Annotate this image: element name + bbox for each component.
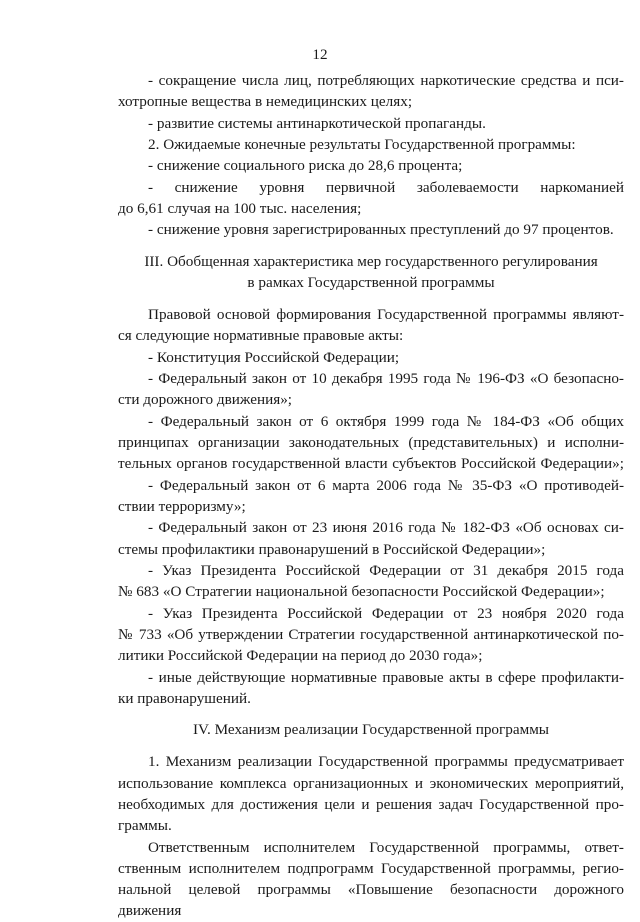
page-number: 12	[312, 46, 328, 63]
text-line: - Федеральный закон от 23 июня 2016 года № 182-ФЗ «Об основах си-	[148, 519, 624, 536]
text-line: - Федеральный закон от 10 декабря 1995 года № 196-ФЗ «О безопасно-	[148, 370, 624, 387]
text-line: - развитие системы антинаркотической пропаганды.	[148, 115, 486, 132]
text-line: ки правонарушений.	[118, 690, 251, 707]
text-line: Ответственным исполнителем Государственной программы, ответ-	[148, 839, 624, 856]
text-line: № 733 «Об утверждении Стратегии государственной антинаркотической по-	[118, 626, 624, 643]
text-line: хотропные вещества в немедицинских целях;	[118, 93, 413, 110]
text-line: необходимых для достижения цели и решения задач Государственной про-	[118, 796, 624, 813]
text-line: - Федеральный закон от 6 октября 1999 года № 184-ФЗ «Об общих	[148, 413, 624, 430]
section-heading-iv: IV. Механизм реализации Государственной программы	[192, 721, 550, 738]
text-line: 1. Механизм реализации Государственной программы предусматривает	[148, 753, 624, 770]
text-line: - Федеральный закон от 6 марта 2006 года № 35-ФЗ «О противодей-	[148, 477, 624, 494]
section-heading-iii-cont: в рамках Государственной программы	[247, 274, 495, 291]
text-line: литики Российской Федерации на период до 2030 года»;	[118, 647, 483, 664]
text-line: граммы.	[118, 817, 172, 834]
text-line: принципах организации законодательных (представительных) и исполни-	[118, 434, 624, 451]
text-line: ся следующие нормативные правовые акты:	[118, 327, 404, 344]
text-line: 2. Ожидаемые конечные результаты Государственной программы:	[148, 136, 576, 153]
text-line: - снижение социального риска до 28,6 процента;	[148, 157, 463, 174]
text-line: использование комплекса организационных и экономических мероприятий,	[118, 775, 624, 792]
text-line: - Указ Президента Российской Федерации от 31 декабря 2015 года	[148, 562, 624, 579]
text-line: до 6,61 случая на 100 тыс. населения;	[118, 200, 362, 217]
text-line: - Конституция Российской Федерации;	[148, 349, 400, 366]
text-line: Правовой основой формирования Государственной программы являют-	[148, 306, 624, 323]
text-line: нальной целевой программы «Повышение безопасности дорожного движения	[118, 881, 624, 920]
text-line: - снижение уровня первичной заболеваемости наркоманией	[148, 179, 624, 196]
text-line: - снижение уровня зарегистрированных преступлений до 97 процентов.	[148, 221, 614, 238]
text-line: ствии терроризму»;	[118, 498, 246, 515]
text-line: стемы профилактики правонарушений в Российской Федерации»;	[118, 541, 546, 558]
text-line: № 683 «О Стратегии национальной безопасности Российской Федерации»;	[118, 583, 605, 600]
section-heading-iii: III. Обобщенная характеристика мер государственного регулирования	[144, 253, 598, 270]
text-line: ственным исполнителем подпрограмм Государственной программы, регио-	[118, 860, 624, 877]
text-line: - Указ Президента Российской Федерации от 23 ноября 2020 года	[148, 605, 624, 622]
text-line: сти дорожного движения»;	[118, 391, 293, 408]
text-line: тельных органов государственной власти субъектов Российской Федерации»;	[118, 455, 624, 472]
text-line: - сокращение числа лиц, потребляющих наркотические средства и пси-	[148, 72, 624, 89]
text-line: - иные действующие нормативные правовые акты в сфере профилакти-	[148, 669, 624, 686]
